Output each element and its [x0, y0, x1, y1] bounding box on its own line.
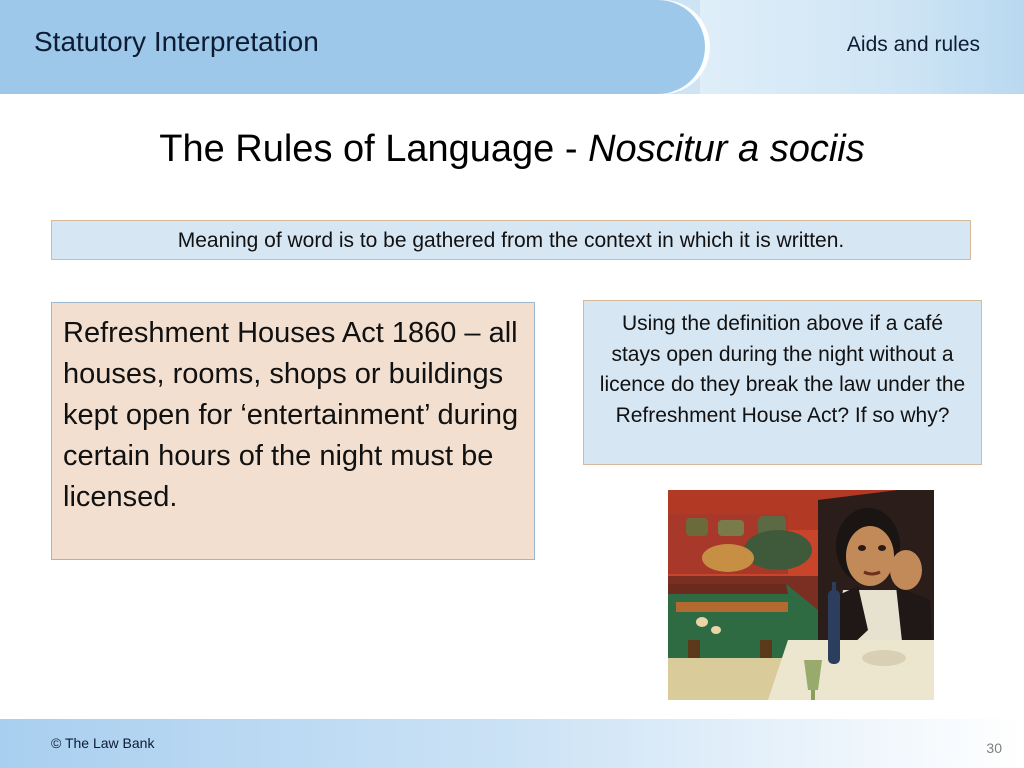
- slide-title: [0, 128, 1024, 171]
- cafe-painting-svg: [668, 490, 934, 700]
- slide-title-latin: Noscitur a sociis: [588, 128, 865, 170]
- act-text-box: Refreshment Houses Act 1860 – all houses, rooms, shops or buildings kept open for ‘entertainment’ during certain hours of the night must be licensed.: [51, 302, 535, 560]
- slide-title-main: The Rules of Language -: [159, 128, 589, 170]
- cafe-painting-image: [668, 490, 934, 700]
- question-box: Using the definition above if a café stays open during the night without a licence do they break the law under the Refreshment House Act? If so why?: [583, 300, 982, 465]
- header-section-label: Aids and rules: [846, 33, 980, 56]
- page-number: 30: [986, 740, 1002, 756]
- definition-box: Meaning of word is to be gathered from the context in which it is written.: [51, 220, 971, 260]
- footer-copyright: © The Law Bank: [51, 735, 155, 751]
- header-title: Statutory Interpretation: [34, 26, 319, 57]
